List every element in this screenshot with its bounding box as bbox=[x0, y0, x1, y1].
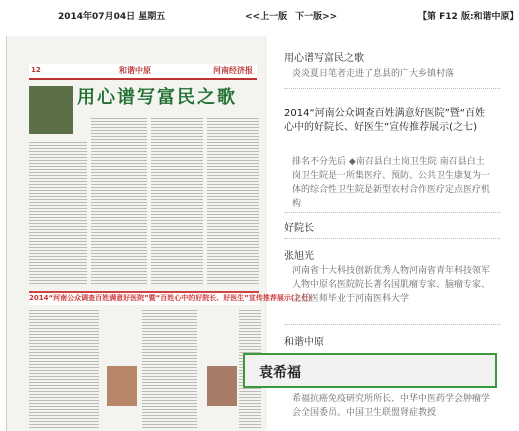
issue-date: 2014年07月04日 星期五 bbox=[58, 12, 166, 22]
article-summary: 排名不分先后 ◆南召县白土岗卫生院 南召县白土岗卫生院是一所集医疗、预防、公共卫生康复为一体的综合性卫生院是新型农村合作医疗定点医疗机构 bbox=[292, 157, 491, 209]
article-title-link[interactable]: 和谐中原 bbox=[284, 337, 324, 348]
highlighted-article-title: 袁希福 bbox=[259, 365, 301, 381]
article-title-link[interactable]: 张旭光 bbox=[284, 251, 314, 262]
edition-label: 【第 F12 版:和谐中原】 bbox=[418, 12, 519, 22]
divider bbox=[284, 324, 500, 325]
next-page-link[interactable]: 下一版>> bbox=[295, 12, 338, 22]
divider bbox=[284, 212, 500, 213]
article-summary: 河南省十大科技创新优秀人物河南省青年科技领军人物中原名医院院长著名国肌瘤专家、脑瘤专家、主任医师毕业于河南医科大学 bbox=[292, 266, 491, 304]
article-text-block bbox=[29, 308, 99, 428]
article-summary: 炎炎夏日笔者走进了息县的广大乡镇村落 bbox=[292, 69, 455, 79]
divider bbox=[284, 88, 500, 89]
portrait-photo bbox=[207, 366, 237, 406]
article-summary: 希福抗癌免疫研究所所长、中华中医药学会肿瘤学会全国委员、中国卫生联盟肾症教授 bbox=[292, 394, 491, 418]
paper-headline[interactable]: 用心谱写富民之歌 bbox=[77, 87, 237, 108]
page-navigation bbox=[245, 9, 337, 22]
portrait-photo bbox=[107, 366, 137, 406]
divider bbox=[284, 238, 500, 239]
top-bar bbox=[0, 0, 519, 30]
article-text-block bbox=[29, 140, 87, 285]
article-text-block bbox=[91, 116, 147, 286]
paper-page-number: 12 bbox=[31, 66, 41, 74]
article-title-link[interactable]: 2014“河南公众调查百姓满意好医院”暨“百姓心中的好院长、好医生”宣传推荐展示(之七) bbox=[284, 108, 485, 133]
article-title-link[interactable]: 好院长 bbox=[284, 223, 314, 234]
paper-logo: 河南经济报 bbox=[213, 65, 253, 75]
field-photo bbox=[29, 86, 73, 134]
article-title-link[interactable]: 用心谱写富民之歌 bbox=[284, 53, 364, 64]
article-text-block bbox=[151, 116, 203, 286]
prev-page-link[interactable]: <<上一版 bbox=[245, 12, 288, 22]
highlighted-article[interactable] bbox=[243, 353, 497, 388]
article-text-block bbox=[142, 308, 197, 428]
paper-section: 和谐中原 bbox=[119, 66, 151, 75]
banner-text: 2014“河南公众调查百姓满意好医院”暨“百姓心中的好院长、好医生”宣传推荐展示(之七) bbox=[29, 294, 312, 302]
article-text-block bbox=[207, 116, 259, 286]
paper-header bbox=[29, 64, 257, 80]
banner-strip[interactable] bbox=[29, 291, 312, 305]
